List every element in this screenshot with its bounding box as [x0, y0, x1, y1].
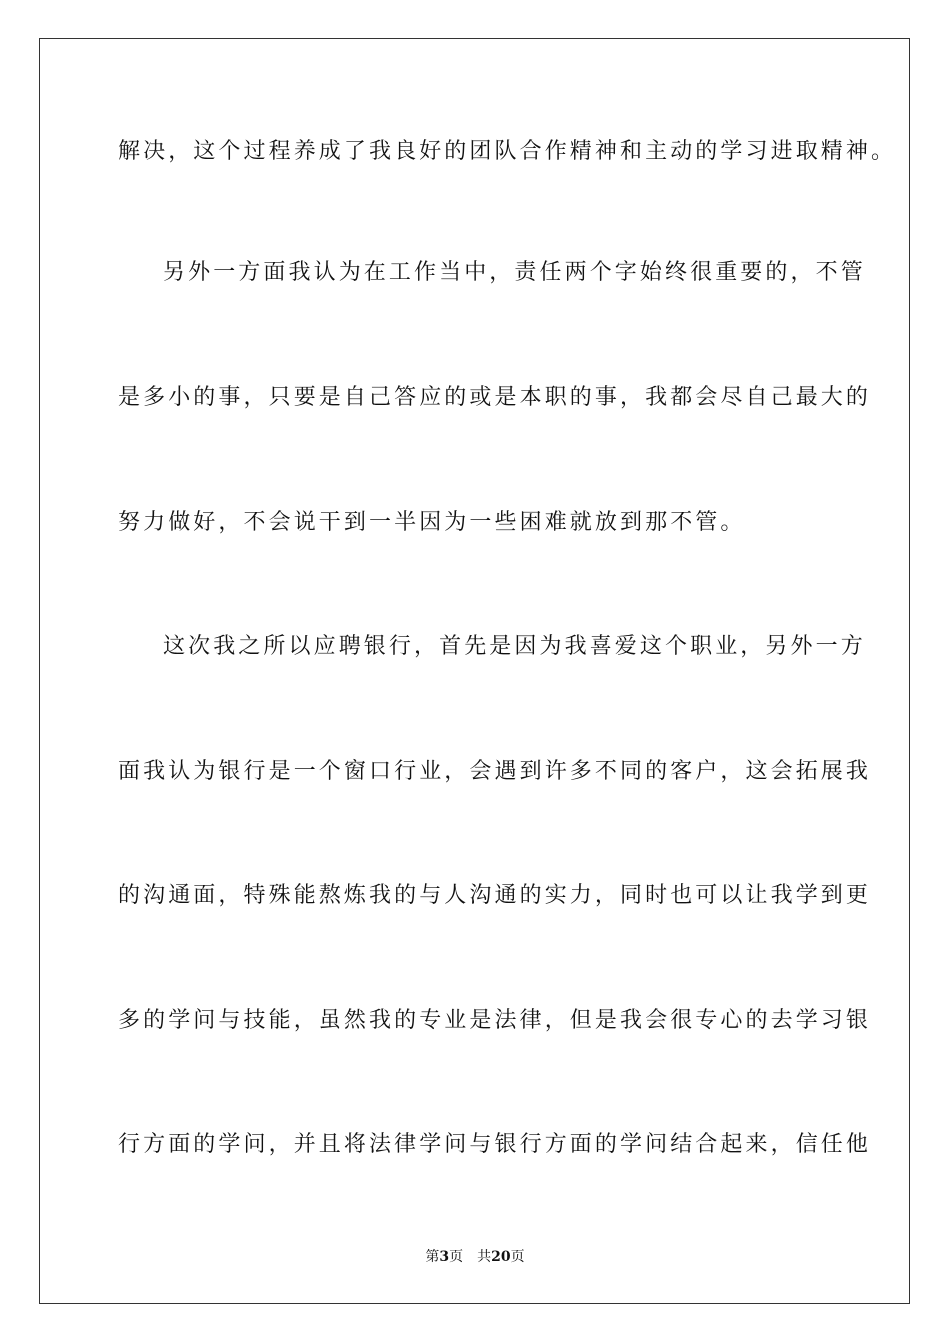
body-line-2: 另外一方面我认为在工作当中，责任两个字始终很重要的，不管 [163, 260, 866, 285]
body-line-9: 行方面的学问，并且将法律学问与银行方面的学问结合起来，信任他 [118, 1132, 872, 1157]
body-line-8: 多的学问与技能，虽然我的专业是法律，但是我会很专心的去学习银 [118, 1008, 872, 1033]
page-footer [0, 1248, 950, 1266]
page-prefix: 第 [425, 1249, 440, 1265]
body-line-5: 这次我之所以应聘银行，首先是因为我喜爱这个职业，另外一方 [163, 634, 866, 659]
page-number: 3 [439, 1249, 450, 1265]
body-line-4: 努力做好，不会说干到一半因为一些困难就放到那不管。 [118, 510, 746, 535]
total-suffix: 页 [510, 1249, 525, 1265]
body-line-3: 是多小的事，只要是自己答应的或是本职的事，我都会尽自己最大的 [118, 385, 872, 410]
body-line-6: 面我认为银行是一个窗口行业，会遇到许多不同的客户，这会拓展我 [118, 759, 872, 784]
body-line-7: 的沟通面，特殊能熬炼我的与人沟通的实力，同时也可以让我学到更 [118, 883, 872, 908]
page-border [39, 38, 910, 1304]
total-pages: 20 [491, 1249, 511, 1265]
page-suffix: 页 [449, 1249, 464, 1265]
body-line-1: 解决，这个过程养成了我良好的团队合作精神和主动的学习进取精神。 [118, 139, 897, 164]
total-prefix: 共 [477, 1249, 492, 1265]
